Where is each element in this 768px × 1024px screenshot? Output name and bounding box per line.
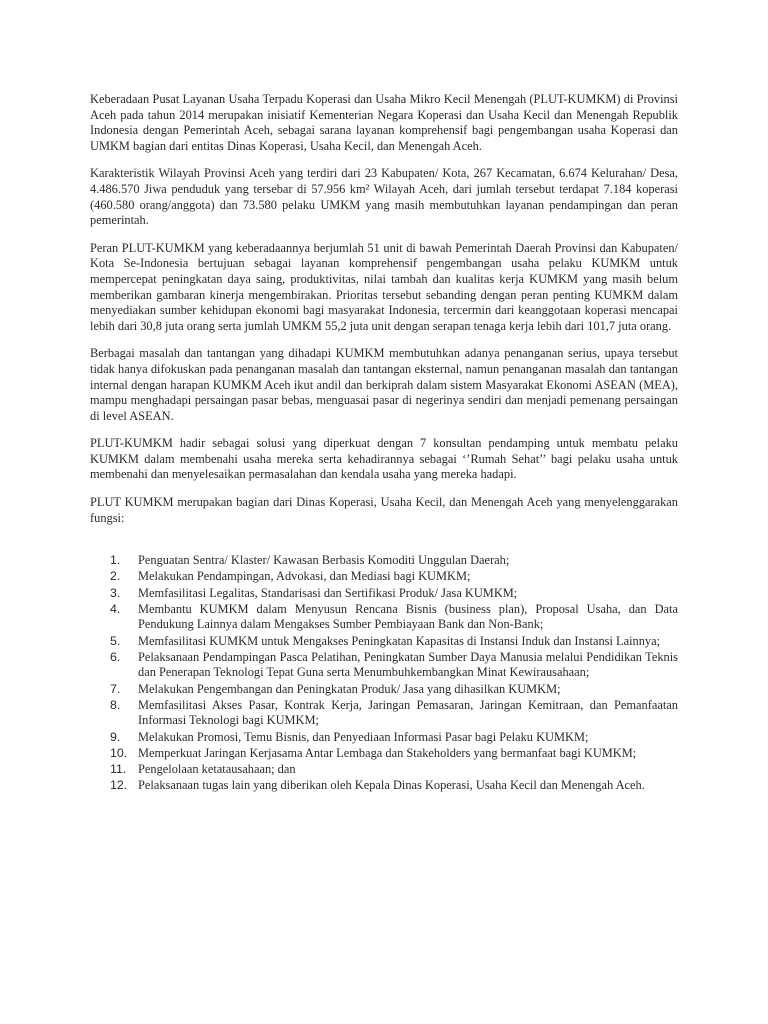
- list-item-number: 9.: [110, 729, 121, 744]
- list-item-text: Memperkuat Jaringan Kerjasama Antar Lembaga dan Stakeholders yang bermanfaat bagi KUMKM;: [138, 745, 637, 760]
- paragraph-functions-intro: PLUT KUMKM merupakan bagian dari Dinas Koperasi, Usaha Kecil, dan Menengah Aceh yang menyelenggarakan fungsi:: [90, 495, 678, 525]
- paragraph-region-characteristics: Karakteristik Wilayah Provinsi Aceh yang terdiri dari 23 Kabupaten/ Kota, 267 Kecamatan, 6.674 Kelurahan/ Desa, 4.486.570 Jiwa penduduk yang tersebar di 57.956 km² Wilayah Aceh, dari jumlah tersebut terdapat 7.184 koperasi (460.580 orang/anggota) dan 73.580 pelaku UMKM yang masih membutuhkan layanan pendampingan dan peran pemerintah.: [90, 166, 678, 228]
- list-item-text: Melakukan Promosi, Temu Bisnis, dan Penyediaan Informasi Pasar bagi Pelaku KUMKM;: [138, 729, 589, 744]
- list-item-text: Pelaksanaan Pendampingan Pasca Pelatihan, Peningkatan Sumber Daya Manusia melalui Pendidikan Teknis dan Penerapan Teknologi Tepat Guna serta Menumbuhkembangkan Minat Kewirausahaan;: [138, 649, 678, 680]
- list-item: [90, 698, 678, 729]
- list-item: [90, 586, 678, 602]
- paragraph-challenges: Berbagai masalah dan tantangan yang dihadapi KUMKM membutuhkan adanya penanganan serius, upaya tersebut tidak hanya difokuskan pada penanganan masalah dan tantangan eksternal, namun penanganan masalah dan tantangan internal dengan harapan KUMKM Aceh ikut andil dan berkiprah dalam sistem Masyarakat Ekonomi ASEAN (MEA), mampu menghadapi persaingan pasar bebas, menguasai pasar di negerinya sendiri dan menjadi pemenang persaingan di level ASEAN.: [90, 346, 678, 423]
- document-page: [90, 92, 678, 794]
- list-item-text: Pelaksanaan tugas lain yang diberikan oleh Kepala Dinas Koperasi, Usaha Kecil dan Menengah Aceh.: [138, 778, 645, 793]
- list-item-text: Memfasilitasi Legalitas, Standarisasi dan Sertifikasi Produk/ Jasa KUMKM;: [138, 585, 518, 600]
- list-item-number: 6.: [110, 649, 121, 664]
- list-item-text: Penguatan Sentra/ Klaster/ Kawasan Berbasis Komoditi Unggulan Daerah;: [138, 553, 510, 568]
- list-item: [90, 553, 678, 569]
- functions-list: [90, 553, 678, 793]
- list-item: [90, 730, 678, 746]
- list-item-number: 11.: [110, 761, 127, 776]
- list-item: [90, 569, 678, 585]
- paragraph-plut-role: Peran PLUT-KUMKM yang keberadaannya berjumlah 51 unit di bawah Pemerintah Daerah Provinsi dan Kabupaten/ Kota Se-Indonesia bertujuan sebagai layanan komprehensif pengembangan usaha pelaku KUMKM untuk mempercepat peningkatan daya saing, produktivitas, nilai tambah dan kualitas kerja KUMKM yang masih belum memberikan gambaran kinerja mengembirakan. Prioritas tersebut sebanding dengan peran penting KUMKM dalam menyediakan sumber kehidupan ekonomi bagi masyarakat Indonesia, tercermin dari keanggotaan koperasi mencapai lebih dari 30,8 juta orang serta jumlah UMKM 55,2 juta unit dengan serapan tenaga kerja lebih dari 101,7 juta orang.: [90, 240, 678, 333]
- list-item-number: 12.: [110, 778, 128, 793]
- list-item-number: 1.: [110, 553, 121, 568]
- list-item-text: Melakukan Pendampingan, Advokasi, dan Mediasi bagi KUMKM;: [138, 569, 471, 584]
- list-item: [90, 778, 678, 794]
- list-item-number: 7.: [110, 681, 121, 696]
- list-item-number: 3.: [110, 585, 121, 600]
- list-item-text: Membantu KUMKM dalam Menyusun Rencana Bisnis (business plan), Proposal Usaha, dan Data Pendukung Lainnya dalam Mengakses Sumber Pembiayaan Bank dan Non-Bank;: [138, 601, 678, 632]
- paragraph-plut-solution: PLUT-KUMKM hadir sebagai solusi yang diperkuat dengan 7 konsultan pendamping untuk membatu pelaku KUMKM dalam membenahi usaha mereka serta kehadirannya sebagai ‘’Rumah Sehat’’ bagi pelaku usaha untuk membenahi dan menyelesaikan permasalahan dan kendala usaha yang mereka hadapi.: [90, 436, 678, 482]
- list-item-number: 2.: [110, 569, 121, 584]
- list-item-number: 4.: [110, 601, 121, 616]
- list-item: [90, 746, 678, 762]
- list-item: [90, 634, 678, 650]
- list-item: [90, 602, 678, 633]
- list-item-text: Memfasilitasi Akses Pasar, Kontrak Kerja, Jaringan Pemasaran, Jaringan Kemitraan, dan Pemanfaatan Informasi Teknologi bagi KUMKM;: [138, 697, 678, 728]
- list-item: [90, 682, 678, 698]
- paragraph-intro: Keberadaan Pusat Layanan Usaha Terpadu Koperasi dan Usaha Mikro Kecil Menengah (PLUT-KUMKM) di Provinsi Aceh pada tahun 2014 merupakan inisiatif Kementerian Negara Koperasi dan Usaha Kecil dan Menengah Republik Indonesia dengan Pemerintah Aceh, sebagai sarana layanan komprehensif bagi pengembangan usaha Koperasi dan UMKM bagian dari entitas Dinas Koperasi, Usaha Kecil, dan Menengah Aceh.: [90, 92, 678, 153]
- list-item: [90, 762, 678, 778]
- list-item: [90, 650, 678, 681]
- list-item-number: 5.: [110, 633, 121, 648]
- list-item-text: Melakukan Pengembangan dan Peningkatan Produk/ Jasa yang dihasilkan KUMKM;: [138, 681, 561, 696]
- list-item-text: Pengelolaan ketatausahaan; dan: [138, 761, 296, 776]
- list-item-text: Memfasilitasi KUMKM untuk Mengakses Peningkatan Kapasitas di Instansi Induk dan Instansi Lainnya;: [138, 633, 661, 648]
- list-item-number: 10.: [110, 745, 128, 760]
- list-item-number: 8.: [110, 697, 121, 712]
